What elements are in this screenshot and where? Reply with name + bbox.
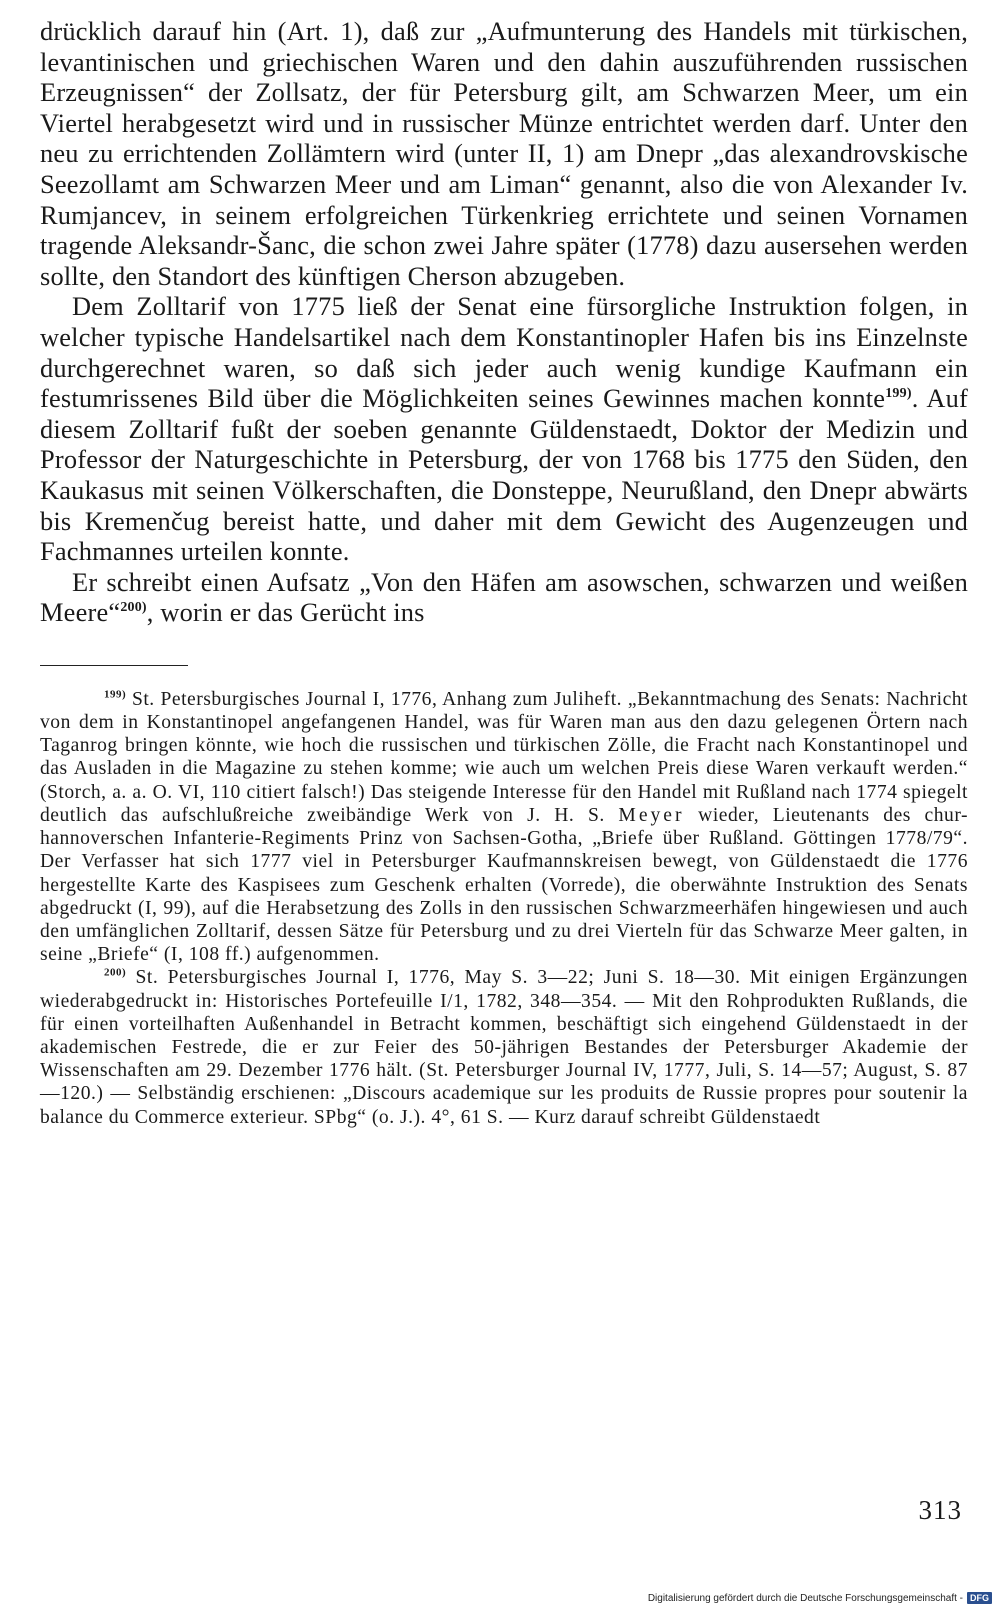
credit-text: Digitalisierung gefördert durch die Deutsche Forschungsgemeinschaft - bbox=[647, 1592, 963, 1604]
footnote-text: St. Petersburgisches Journal I, 1776, Anhang zum Juliheft. „Bekanntmachung des Senats: Nachricht von dem in Konstantinopel angefangenen Handel, was für Waren man aus den dazu gelegenen Örtern nach Taganrog bringen könnte, wie hoch die russischen und türkischen Zölle, die Fracht nach Konstantinopel und das Ausladen in die Magazine zu stehen komme; wie auch um welchen Preis diese Waren verkauft werden.“ (Storch, a. a. O. VI, 110 citiert falsch!) Das steigende Interesse für den Handel mit Rußland nach 1774 spiegelt deutlich das aufschlußreiche zweibändige Werk von J. H. S. bbox=[40, 688, 969, 826]
paragraph bbox=[40, 291, 968, 566]
paragraph-text: , worin er das Gerücht ins bbox=[146, 597, 425, 628]
paragraph-text: Dem Zolltarif von 1775 ließ der Senat eine fürsorgliche Instruktion folgen, in welcher typische Handelsartikel nach dem Konstantinopler Hafen bis ins Einzelnste durchgerechnet waren, so daß sich jeder auch wenig kundige Kaufmann ein festumrissenes Bild über die Möglichkeiten seines Gewinnes machen konnte bbox=[40, 291, 968, 414]
author-name: Meyer bbox=[618, 804, 685, 826]
footnote-200 bbox=[40, 966, 968, 1128]
footnote-mark: 200) bbox=[104, 966, 127, 979]
footnote-199 bbox=[40, 688, 968, 966]
page-content bbox=[40, 16, 968, 1129]
main-text bbox=[40, 16, 968, 628]
footnote-divider bbox=[40, 665, 188, 666]
footnote-mark: 199) bbox=[104, 688, 127, 701]
page-number: 313 bbox=[918, 1495, 962, 1525]
dfg-logo-icon: DFG bbox=[967, 1592, 992, 1604]
footnote-reference-200[interactable]: 200) bbox=[120, 600, 147, 616]
digitization-credit bbox=[648, 1592, 992, 1604]
paragraph-text: . Auf diesem Zolltarif fußt der soeben genannte Güldenstaedt, Doktor der Medizin und Professor der Naturgeschichte in Petersburg, der von 1768 bis 1775 den Süden, den Kaukasus mit seinen Völkerschaften, die Donsteppe, Neurußland, den Dnepr abwärts bis Kremenčug bereist hatte, und daher mit dem Gewicht des Augenzeugen und Fachmannes urteilen konnte. bbox=[40, 383, 969, 567]
paragraph: drücklich darauf hin (Art. 1), daß zur „Aufmunterung des Handels mit türkischen, levantinischen und griechischen Waren und den dahin auszuführenden russischen Erzeugnissen“ der Zollsatz, der für Petersburg gilt, am Schwarzen Meer, um ein Viertel herabgesetzt wird und in russischer Münze entrichtet werden darf. Unter den neu zu errichtenden Zollämtern wird (unter II, 1) am Dnepr „das alexandrovskische Seezollamt am Schwarzen Meer und am Liman“ genannt, also die von Alexander Iv. Rumjancev, in seinem erfolgreichen Türkenkrieg errichtete und seinen Vornamen tragende Aleksandr-Šanc, die schon zwei Jahre später (1778) dazu ausersehen werden sollte, den Standort des künftigen Cherson abzugeben. bbox=[40, 16, 968, 291]
footnote-text: St. Petersburgisches Journal I, 1776, May S. 3—22; Juni S. 18—30. Mit einigen Ergänzungen wiederabgedruckt in: Historisches Portefeuille I/1, 1782, 348—354. — Mit den Rohprodukten Rußlands, die für einen vorteilhaften Außenhandel in Betracht kommen, beschäftigt sich eingehend Güldenstaedt in der akademischen Festrede, die er zur Feier des 50-jährigen Bestandes der Petersburger Akademie der Wissenschaften am 29. Dezember 1776 hält. (St. Petersburger Journal IV, 1777, Juli, S. 14—57; August, S. 87—120.) — Selbständig erschienen: „Discours academique sur les produits de Russie propres pour soutenir la balance du Commerce exterieur. SPbg“ (o. J.). 4°, 61 S. — Kurz darauf schreibt Güldenstaedt bbox=[40, 967, 968, 1128]
paragraph bbox=[40, 567, 968, 628]
footnote-text: wieder, Lieutenants des chur-hannoverschen Infanterie-Regiments Prinz von Sachsen-Gotha, „Briefe über Rußland. Göttingen 1778/79“. Der Verfasser hat sich 1777 viel in Petersburger Kaufmannskreisen bewegt, von Güldenstaedt die 1776 hergestellte Karte des Kaspisees zum Geschenk erhalten (Vorrede), die oberwähnte Instruktion des Senats abgedruckt (I, 99), auf die Herabsetzung des Zolls in den russischen Schwarzmeerhäfen hingewiesen und auch den umfänglichen Zolltarif, dessen Sätze für Petersburg und zu drei Vierteln für das Schwarze Meer galten, in seine „Briefe“ (I, 108 ff.) aufgenommen. bbox=[40, 804, 968, 966]
paragraph-text: Er schreibt einen Aufsatz „Von den Häfen am asowschen, schwarzen und weißen Meere“ bbox=[40, 566, 968, 628]
footnote-reference-199[interactable]: 199) bbox=[885, 386, 912, 402]
footnotes bbox=[40, 688, 968, 1129]
